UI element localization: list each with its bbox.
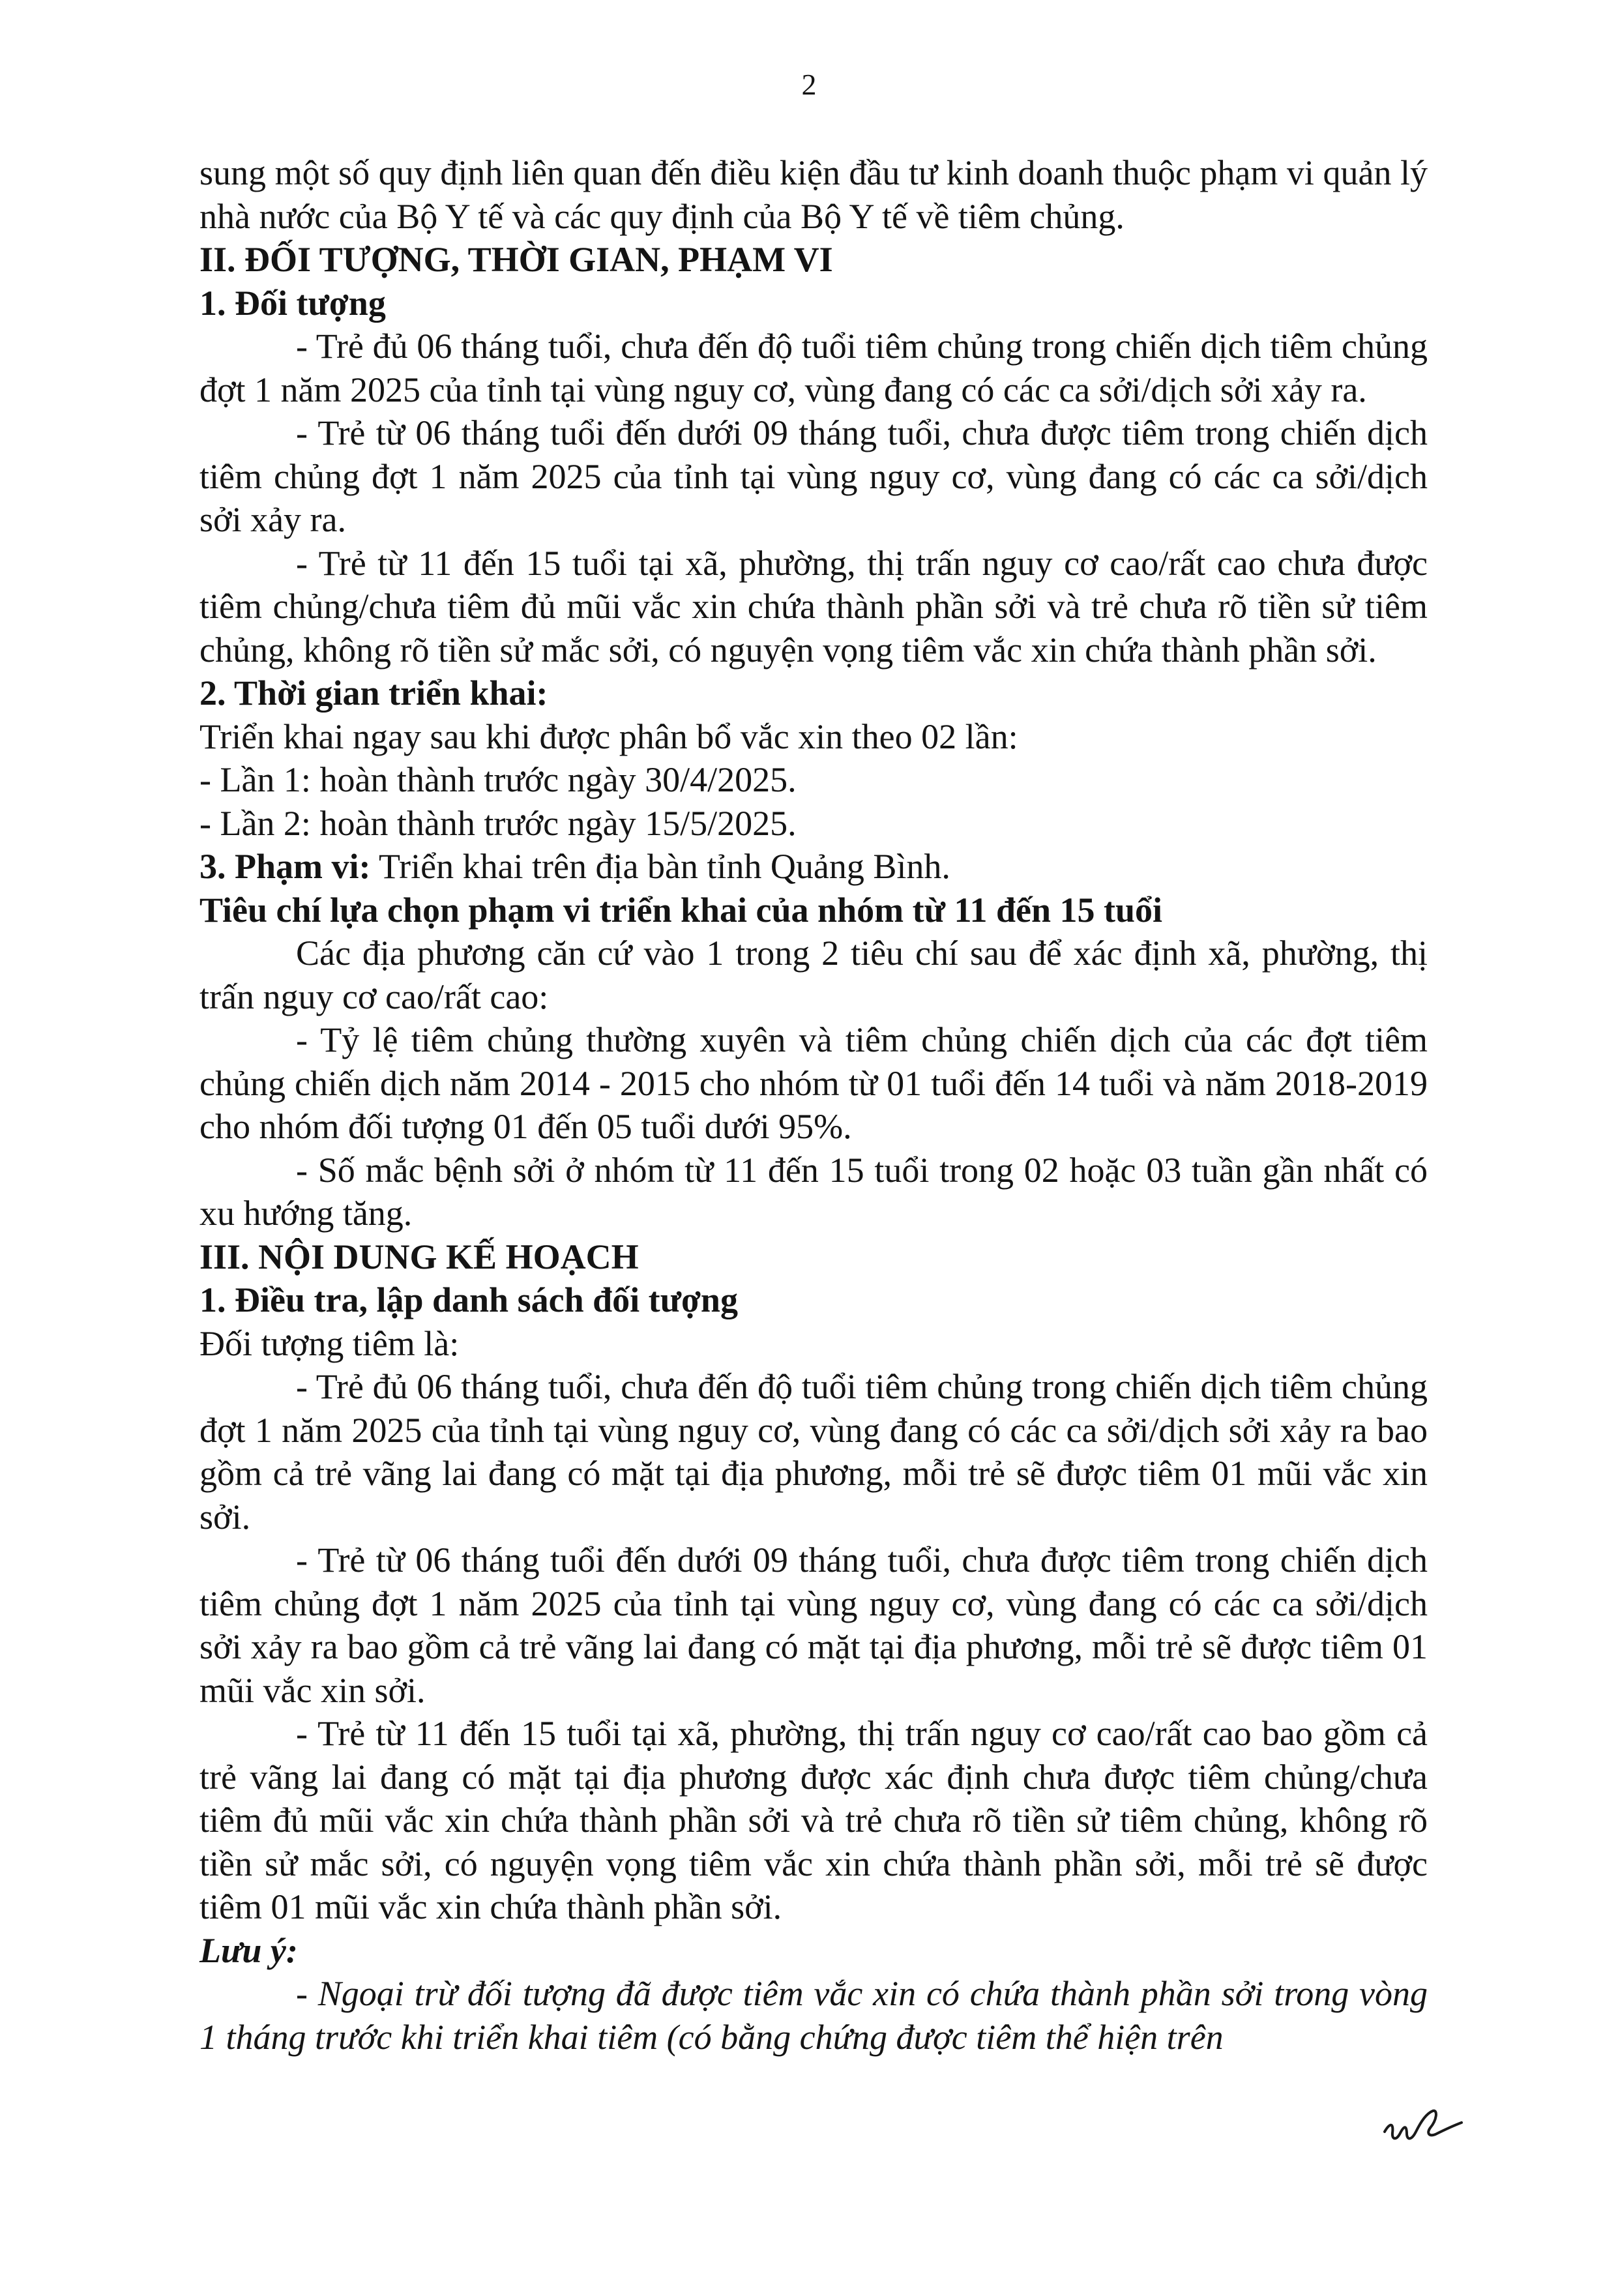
paragraph-dieu-tra-2: - Trẻ từ 06 tháng tuổi đến dưới 09 tháng tuổi, chưa được tiêm trong chiến dịch tiêm chủng đợt 1 năm 2025 của tỉnh tại vùng nguy cơ, vùng đang có các ca sởi/dịch sởi xảy ra bao gồm cả trẻ vãng lai đang có mặt tại địa phương, mỗi trẻ sẽ được tiêm 01 mũi vắc xin sởi. — [199, 1540, 1428, 1710]
subheading-dieu-tra: 1. Điều tra, lập danh sách đối tượng — [199, 1280, 738, 1319]
subheading-pham-vi: 3. Phạm vi: — [199, 847, 371, 886]
pham-vi-text: Triển khai trên địa bàn tỉnh Quảng Bình. — [370, 847, 950, 886]
document-body — [199, 151, 1428, 2059]
subheading-luu-y: Lưu ý: — [199, 1930, 298, 1970]
section-heading-2: II. ĐỐI TƯỢNG, THỜI GIAN, PHẠM VI — [199, 240, 833, 279]
paragraph-tieu-chi-intro: Các địa phương căn cứ vào 1 trong 2 tiêu chí sau để xác định xã, phường, thị trấn nguy cơ cao/rất cao: — [199, 934, 1428, 1016]
subheading-thoi-gian: 2. Thời gian triển khai: — [199, 673, 548, 713]
handwritten-initials-icon — [1381, 2103, 1465, 2149]
paragraph-lan-2: - Lần 2: hoàn thành trước ngày 15/5/2025. — [199, 803, 797, 843]
paragraph-pham-vi — [199, 845, 1428, 889]
paragraph-intro: sung một số quy định liên quan đến điều kiện đầu tư kinh doanh thuộc phạm vi quản lý nhà nước của Bộ Y tế và các quy định của Bộ Y tế về tiêm chủng. — [199, 153, 1428, 236]
paragraph-tieu-chi-2: - Số mắc bệnh sởi ở nhóm từ 11 đến 15 tuổi trong 02 hoặc 03 tuần gần nhất có xu hướng tăng. — [199, 1150, 1428, 1233]
page-number: 2 — [801, 68, 817, 101]
paragraph-dieu-tra-1: - Trẻ đủ 06 tháng tuổi, chưa đến độ tuổi tiêm chủng trong chiến dịch tiêm chủng đợt 1 năm 2025 của tỉnh tại vùng nguy cơ, vùng đang có các ca sởi/dịch sởi xảy ra bao gồm cả trẻ vãng lai đang có mặt tại địa phương, mỗi trẻ sẽ được tiêm 01 mũi vắc xin sởi. — [199, 1367, 1428, 1537]
paragraph-doi-tuong-1: - Trẻ đủ 06 tháng tuổi, chưa đến độ tuổi tiêm chủng trong chiến dịch tiêm chủng đợt 1 năm 2025 của tỉnh tại vùng nguy cơ, vùng đang có các ca sởi/dịch sởi xảy ra. — [199, 327, 1428, 409]
paragraph-doi-tuong-3: - Trẻ từ 11 đến 15 tuổi tại xã, phường, thị trấn nguy cơ cao/rất cao chưa được tiêm chủng/chưa tiêm đủ mũi vắc xin chứa thành phần sởi và trẻ chưa rõ tiền sử tiêm chủng, không rõ tiền sử mắc sởi, có nguyện vọng tiêm vắc xin chứa thành phần sởi. — [199, 543, 1428, 670]
subheading-tieu-chi: Tiêu chí lựa chọn phạm vi triển khai của nhóm từ 11 đến 15 tuổi — [199, 890, 1163, 930]
paragraph-dieu-tra-3: - Trẻ từ 11 đến 15 tuổi tại xã, phường, thị trấn nguy cơ cao/rất cao bao gồm cả trẻ vãng lai đang có mặt tại địa phương được xác định chưa được tiêm chủng/chưa tiêm đủ mũi vắc xin chứa thành phần sởi và trẻ chưa rõ tiền sử tiêm chủng, không rõ tiền sử mắc sởi, có nguyện vọng tiêm vắc xin chứa thành phần sởi, mỗi trẻ sẽ được tiêm 01 mũi vắc xin chứa thành phần sởi. — [199, 1714, 1428, 1926]
paragraph-doi-tuong-tiem: Đối tượng tiêm là: — [199, 1323, 460, 1363]
paragraph-lan-1: - Lần 1: hoàn thành trước ngày 30/4/2025. — [199, 760, 797, 799]
paragraph-doi-tuong-2: - Trẻ từ 06 tháng tuổi đến dưới 09 tháng tuổi, chưa được tiêm trong chiến dịch tiêm chủng đợt 1 năm 2025 của tỉnh tại vùng nguy cơ, vùng đang có các ca sởi/dịch sởi xảy ra. — [199, 413, 1428, 539]
section-heading-3: III. NỘI DUNG KẾ HOẠCH — [199, 1237, 639, 1276]
paragraph-tieu-chi-1: - Tỷ lệ tiêm chủng thường xuyên và tiêm chủng chiến dịch của các đợt tiêm chủng chiến dịch năm 2014 - 2015 cho nhóm từ 01 tuổi đến 14 tuổi và năm 2018-2019 cho nhóm đối tượng 01 đến 05 tuổi dưới 95%. — [199, 1020, 1428, 1146]
subheading-doi-tuong: 1. Đối tượng — [199, 283, 386, 323]
paragraph-thoi-gian: Triển khai ngay sau khi được phân bổ vắc xin theo 02 lần: — [199, 716, 1018, 756]
paragraph-luu-y: - Ngoại trừ đối tượng đã được tiêm vắc xin có chứa thành phần sởi trong vòng 1 tháng trước khi triển khai tiêm (có bằng chứng được tiêm thể hiện trên — [199, 1974, 1428, 2057]
